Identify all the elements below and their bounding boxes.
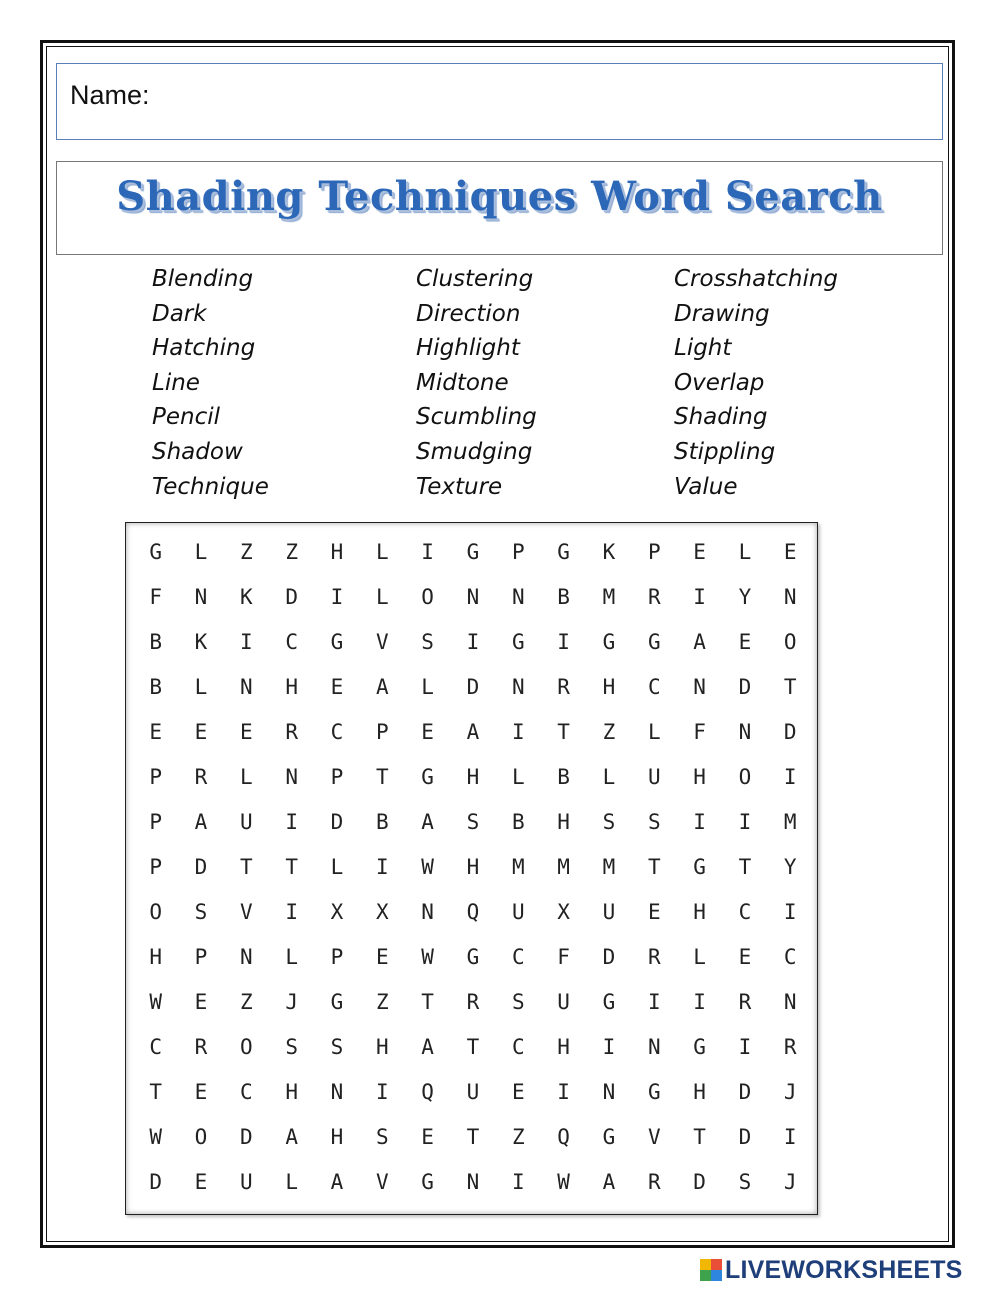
- grid-letter[interactable]: P: [330, 945, 344, 969]
- word-list-item: Hatching: [152, 335, 256, 362]
- grid-letter[interactable]: K: [239, 585, 253, 609]
- grid-letter[interactable]: Z: [375, 990, 389, 1014]
- grid-letter[interactable]: P: [511, 540, 525, 564]
- word-list-item: Drawing: [674, 300, 770, 327]
- grid-letter[interactable]: B: [557, 585, 570, 609]
- grid-letter[interactable]: D: [738, 1080, 752, 1104]
- grid-letter[interactable]: U: [511, 900, 525, 924]
- grid-row: [133, 710, 813, 755]
- word-list-item: Pencil: [152, 404, 221, 431]
- grid-letter[interactable]: X: [375, 900, 389, 924]
- grid-letter[interactable]: L: [693, 945, 706, 969]
- grid-letter[interactable]: U: [239, 810, 253, 834]
- grid-letter[interactable]: N: [239, 675, 253, 699]
- grid-letter[interactable]: S: [647, 810, 661, 834]
- word-list-item: Technique: [152, 473, 269, 500]
- word-list-column-1: [152, 262, 269, 504]
- grid-letter[interactable]: C: [783, 945, 797, 969]
- grid-letter[interactable]: H: [557, 810, 570, 834]
- grid-letter[interactable]: A: [330, 1170, 344, 1194]
- grid-letter[interactable]: G: [511, 630, 525, 654]
- grid-letter[interactable]: I: [285, 810, 298, 834]
- grid-letter[interactable]: R: [466, 990, 480, 1014]
- word-list-item: Smudging: [416, 438, 533, 465]
- grid-letter[interactable]: R: [194, 765, 208, 789]
- grid-letter[interactable]: H: [693, 1080, 706, 1104]
- grid-letter[interactable]: S: [602, 810, 616, 834]
- grid-letter[interactable]: X: [557, 900, 570, 924]
- grid-letter[interactable]: I: [375, 855, 389, 879]
- grid-letter[interactable]: G: [602, 630, 616, 654]
- grid-letter[interactable]: B: [557, 765, 570, 789]
- grid-letter[interactable]: H: [285, 675, 298, 699]
- grid-row: [133, 755, 813, 800]
- grid-letter[interactable]: T: [783, 675, 797, 699]
- grid-letter[interactable]: H: [330, 540, 344, 564]
- grid-letter[interactable]: E: [693, 540, 706, 564]
- grid-letter[interactable]: W: [421, 855, 434, 879]
- grid-letter[interactable]: D: [239, 1125, 253, 1149]
- grid-letter[interactable]: C: [239, 1080, 253, 1104]
- grid-letter[interactable]: L: [647, 720, 661, 744]
- grid-letter[interactable]: O: [421, 585, 434, 609]
- grid-letter[interactable]: I: [783, 1125, 797, 1149]
- grid-letter[interactable]: R: [647, 945, 661, 969]
- grid-letter[interactable]: H: [466, 855, 480, 879]
- word-list-item: Scumbling: [416, 404, 537, 431]
- grid-letter[interactable]: W: [149, 990, 162, 1014]
- grid-letter[interactable]: E: [149, 720, 162, 744]
- grid-letter[interactable]: N: [194, 585, 208, 609]
- grid-letter[interactable]: A: [194, 810, 208, 834]
- grid-letter[interactable]: N: [511, 585, 525, 609]
- logo-square-2: [711, 1259, 722, 1270]
- grid-letter[interactable]: G: [602, 990, 616, 1014]
- grid-letter[interactable]: A: [466, 720, 480, 744]
- grid-letter[interactable]: E: [194, 720, 208, 744]
- grid-letter[interactable]: S: [421, 630, 434, 654]
- grid-letter[interactable]: E: [647, 900, 661, 924]
- grid-letter[interactable]: N: [783, 990, 797, 1014]
- grid-letter[interactable]: L: [285, 1170, 298, 1194]
- grid-letter[interactable]: L: [602, 765, 616, 789]
- grid-letter[interactable]: C: [738, 900, 752, 924]
- grid-letter[interactable]: I: [466, 630, 480, 654]
- grid-letter[interactable]: N: [738, 720, 752, 744]
- grid-letter[interactable]: G: [466, 945, 480, 969]
- grid-letter[interactable]: A: [421, 810, 434, 834]
- grid-row: [133, 935, 813, 980]
- grid-letter[interactable]: I: [693, 810, 706, 834]
- grid-letter[interactable]: I: [421, 540, 434, 564]
- word-list-item: Shading: [674, 404, 768, 431]
- grid-letter[interactable]: S: [511, 990, 525, 1014]
- grid-letter[interactable]: I: [285, 900, 298, 924]
- grid-letter[interactable]: G: [647, 630, 661, 654]
- grid-letter[interactable]: Y: [738, 585, 752, 609]
- grid-letter[interactable]: Y: [783, 855, 797, 879]
- liveworksheets-brand: [700, 1256, 963, 1284]
- grid-letter[interactable]: D: [693, 1170, 706, 1194]
- grid-letter[interactable]: L: [194, 540, 208, 564]
- grid-letter[interactable]: L: [239, 765, 253, 789]
- grid-letter[interactable]: S: [194, 900, 208, 924]
- grid-letter[interactable]: X: [330, 900, 344, 924]
- grid-letter[interactable]: G: [647, 1080, 661, 1104]
- grid-letter[interactable]: G: [330, 990, 344, 1014]
- grid-letter[interactable]: Q: [466, 900, 480, 924]
- grid-letter[interactable]: Z: [511, 1125, 525, 1149]
- grid-letter[interactable]: R: [783, 1035, 797, 1059]
- grid-letter[interactable]: N: [285, 765, 298, 789]
- grid-letter[interactable]: M: [602, 585, 616, 609]
- grid-letter[interactable]: D: [149, 1170, 162, 1194]
- grid-letter[interactable]: E: [511, 1080, 525, 1104]
- grid-letter[interactable]: I: [239, 630, 253, 654]
- name-label: Name:: [70, 80, 150, 110]
- grid-letter[interactable]: O: [194, 1125, 208, 1149]
- grid-letter[interactable]: T: [693, 1125, 706, 1149]
- word-list-item: Value: [674, 473, 738, 500]
- logo-square-4: [711, 1270, 722, 1281]
- grid-letter[interactable]: R: [738, 990, 752, 1014]
- grid-letter[interactable]: Q: [557, 1125, 570, 1149]
- grid-letter[interactable]: O: [239, 1035, 253, 1059]
- grid-letter[interactable]: I: [330, 585, 344, 609]
- grid-letter[interactable]: B: [511, 810, 525, 834]
- grid-letter[interactable]: N: [511, 675, 525, 699]
- grid-letter[interactable]: I: [511, 720, 525, 744]
- grid-letter[interactable]: H: [557, 1035, 570, 1059]
- grid-letter[interactable]: I: [738, 1035, 752, 1059]
- word-list-item: Shadow: [152, 438, 243, 465]
- grid-letter[interactable]: L: [330, 855, 344, 879]
- grid-letter[interactable]: U: [557, 990, 570, 1014]
- grid-letter[interactable]: A: [375, 675, 389, 699]
- word-list-item: Blending: [152, 266, 254, 292]
- grid-letter[interactable]: L: [421, 675, 434, 699]
- grid-letter[interactable]: I: [783, 765, 797, 789]
- name-field[interactable]: [56, 63, 943, 140]
- grid-letter[interactable]: E: [330, 675, 344, 699]
- grid-letter[interactable]: L: [375, 540, 389, 564]
- grid-letter[interactable]: N: [693, 675, 706, 699]
- grid-letter[interactable]: M: [511, 855, 525, 879]
- grid-letter[interactable]: L: [375, 585, 389, 609]
- grid-row: [133, 665, 813, 710]
- grid-letter[interactable]: E: [738, 630, 752, 654]
- grid-letter[interactable]: C: [330, 720, 344, 744]
- grid-letter[interactable]: T: [647, 855, 661, 879]
- grid-letter[interactable]: N: [783, 585, 797, 609]
- grid-letter[interactable]: T: [375, 765, 389, 789]
- liveworksheets-logo-icon: [700, 1259, 722, 1281]
- grid-letter[interactable]: R: [557, 675, 570, 699]
- word-list-item: Clustering: [416, 266, 534, 292]
- grid-letter[interactable]: P: [330, 765, 344, 789]
- grid-letter[interactable]: P: [149, 810, 162, 834]
- grid-letter[interactable]: T: [239, 855, 253, 879]
- grid-letter[interactable]: Z: [239, 990, 253, 1014]
- grid-letter[interactable]: V: [375, 1170, 389, 1194]
- grid-letter[interactable]: P: [149, 765, 162, 789]
- grid-letter[interactable]: N: [647, 1035, 661, 1059]
- grid-row: [133, 1160, 813, 1205]
- grid-letter[interactable]: S: [375, 1125, 389, 1149]
- word-list-column-3: [674, 262, 838, 504]
- grid-letter[interactable]: V: [375, 630, 389, 654]
- grid-letter[interactable]: A: [693, 630, 706, 654]
- grid-letter[interactable]: G: [466, 540, 480, 564]
- grid-letter[interactable]: J: [285, 990, 298, 1014]
- grid-letter[interactable]: V: [647, 1125, 661, 1149]
- grid-letter[interactable]: W: [421, 945, 434, 969]
- grid-letter[interactable]: N: [330, 1080, 344, 1104]
- grid-letter[interactable]: V: [239, 900, 253, 924]
- grid-letter[interactable]: U: [466, 1080, 480, 1104]
- grid-letter[interactable]: E: [421, 1125, 434, 1149]
- grid-letter[interactable]: P: [194, 945, 208, 969]
- grid-letter[interactable]: L: [511, 765, 525, 789]
- grid-letter[interactable]: I: [693, 585, 706, 609]
- grid-letter[interactable]: H: [285, 1080, 298, 1104]
- grid-letter[interactable]: G: [693, 855, 706, 879]
- logo-square-3: [700, 1270, 711, 1281]
- word-list-item: Dark: [152, 300, 207, 327]
- grid-letter[interactable]: S: [738, 1170, 752, 1194]
- grid-letter[interactable]: O: [738, 765, 752, 789]
- grid-letter[interactable]: T: [557, 720, 570, 744]
- grid-letter[interactable]: E: [194, 990, 208, 1014]
- grid-letter[interactable]: L: [285, 945, 298, 969]
- grid-letter[interactable]: N: [421, 900, 434, 924]
- grid-letter[interactable]: G: [557, 540, 570, 564]
- grid-letter[interactable]: R: [647, 585, 661, 609]
- grid-row: [133, 1025, 813, 1070]
- grid-letter[interactable]: I: [557, 1080, 570, 1104]
- grid-letter[interactable]: E: [738, 945, 752, 969]
- grid-letter[interactable]: F: [693, 720, 706, 744]
- grid-letter[interactable]: C: [647, 675, 661, 699]
- grid-letter[interactable]: N: [239, 945, 253, 969]
- grid-letter[interactable]: D: [330, 810, 344, 834]
- grid-letter[interactable]: E: [375, 945, 389, 969]
- grid-row: [133, 800, 813, 845]
- grid-letter[interactable]: S: [466, 810, 480, 834]
- grid-letter[interactable]: U: [239, 1170, 253, 1194]
- grid-letter[interactable]: D: [285, 585, 298, 609]
- grid-letter[interactable]: H: [693, 765, 706, 789]
- grid-letter[interactable]: P: [647, 540, 661, 564]
- title-banner: [56, 161, 943, 255]
- grid-letter[interactable]: I: [738, 810, 752, 834]
- grid-letter[interactable]: E: [783, 540, 797, 564]
- grid-letter[interactable]: F: [557, 945, 570, 969]
- grid-row: [133, 1070, 813, 1115]
- grid-letter[interactable]: H: [466, 765, 480, 789]
- grid-letter[interactable]: H: [375, 1035, 389, 1059]
- grid-letter[interactable]: W: [149, 1125, 162, 1149]
- grid-letter[interactable]: C: [285, 630, 298, 654]
- word-list-item: Highlight: [416, 335, 520, 362]
- grid-letter[interactable]: P: [375, 720, 389, 744]
- grid-letter[interactable]: E: [421, 720, 434, 744]
- grid-letter[interactable]: L: [738, 540, 752, 564]
- page-title: Shading Techniques Word Search: [116, 173, 883, 220]
- grid-letter[interactable]: O: [783, 630, 797, 654]
- word-list-column-2: [416, 262, 537, 504]
- grid-letter[interactable]: T: [421, 990, 434, 1014]
- grid-letter[interactable]: T: [466, 1035, 480, 1059]
- grid-letter[interactable]: H: [330, 1125, 344, 1149]
- word-list-item: Overlap: [674, 369, 765, 396]
- grid-letter[interactable]: N: [466, 585, 480, 609]
- grid-letter[interactable]: G: [330, 630, 344, 654]
- grid-letter[interactable]: M: [783, 810, 797, 834]
- logo-square-1: [700, 1259, 711, 1270]
- grid-letter[interactable]: I: [511, 1170, 525, 1194]
- grid-letter[interactable]: H: [149, 945, 162, 969]
- grid-letter[interactable]: I: [693, 990, 706, 1014]
- word-list-item: Texture: [416, 473, 503, 500]
- grid-letter[interactable]: F: [149, 585, 162, 609]
- grid-letter[interactable]: K: [602, 540, 616, 564]
- grid-letter[interactable]: L: [194, 675, 208, 699]
- word-list-item: Line: [152, 369, 200, 396]
- grid-letter[interactable]: C: [149, 1035, 162, 1059]
- grid-letter[interactable]: P: [149, 855, 162, 879]
- grid-letter[interactable]: U: [602, 900, 616, 924]
- grid-row: [133, 575, 813, 620]
- grid-letter[interactable]: W: [557, 1170, 570, 1194]
- grid-letter[interactable]: G: [421, 1170, 434, 1194]
- word-list-item: Midtone: [416, 369, 509, 396]
- grid-letter[interactable]: O: [149, 900, 162, 924]
- grid-letter[interactable]: G: [693, 1035, 706, 1059]
- grid-letter[interactable]: G: [149, 540, 162, 564]
- grid-letter[interactable]: G: [602, 1125, 616, 1149]
- grid-letter[interactable]: R: [285, 720, 298, 744]
- grid-letter[interactable]: D: [738, 675, 752, 699]
- grid-letter[interactable]: D: [466, 675, 480, 699]
- grid-letter[interactable]: Z: [239, 540, 253, 564]
- grid-letter[interactable]: E: [194, 1080, 208, 1104]
- grid-letter[interactable]: Q: [421, 1080, 434, 1104]
- grid-letter[interactable]: D: [738, 1125, 752, 1149]
- brand-text: LIVEWORKSHEETS: [725, 1255, 963, 1284]
- grid-letter[interactable]: R: [194, 1035, 208, 1059]
- grid-letter[interactable]: J: [783, 1170, 797, 1194]
- grid-letter[interactable]: M: [602, 855, 616, 879]
- grid-letter[interactable]: N: [602, 1080, 616, 1104]
- word-list-item: Light: [674, 335, 732, 362]
- grid-row: [133, 530, 813, 575]
- grid-letter[interactable]: N: [466, 1170, 480, 1194]
- grid-row: [133, 620, 813, 665]
- grid-letter[interactable]: E: [239, 720, 253, 744]
- grid-letter[interactable]: I: [557, 630, 570, 654]
- grid-letter[interactable]: I: [375, 1080, 389, 1104]
- grid-letter[interactable]: S: [330, 1035, 344, 1059]
- grid-letter[interactable]: A: [421, 1035, 434, 1059]
- grid-letter[interactable]: T: [738, 855, 752, 879]
- grid-letter[interactable]: J: [783, 1080, 797, 1104]
- grid-letter[interactable]: M: [557, 855, 570, 879]
- grid-row: [133, 980, 813, 1025]
- grid-letter[interactable]: I: [783, 900, 797, 924]
- grid-letter[interactable]: T: [149, 1080, 162, 1104]
- grid-letter[interactable]: G: [421, 765, 434, 789]
- grid-letter[interactable]: R: [647, 1170, 661, 1194]
- grid-letter[interactable]: E: [194, 1170, 208, 1194]
- grid-letter[interactable]: D: [783, 720, 797, 744]
- grid-letter[interactable]: A: [285, 1125, 298, 1149]
- grid-letter[interactable]: B: [149, 630, 162, 654]
- grid-letter[interactable]: A: [602, 1170, 616, 1194]
- grid-letter[interactable]: T: [285, 855, 298, 879]
- grid-letter[interactable]: C: [511, 1035, 525, 1059]
- word-list-item: Stippling: [674, 438, 776, 465]
- grid-letter[interactable]: U: [647, 765, 661, 789]
- grid-letter[interactable]: H: [693, 900, 706, 924]
- grid-letter[interactable]: I: [602, 1035, 616, 1059]
- grid-letter[interactable]: B: [375, 810, 389, 834]
- grid-letter[interactable]: D: [194, 855, 208, 879]
- grid-row: [133, 1115, 813, 1160]
- word-list-item: Crosshatching: [674, 266, 839, 292]
- grid-row: [133, 890, 813, 935]
- word-list-item: Direction: [416, 300, 521, 327]
- grid-letter[interactable]: C: [511, 945, 525, 969]
- grid-letter[interactable]: H: [602, 675, 616, 699]
- grid-letter[interactable]: Z: [602, 720, 616, 744]
- grid-letter[interactable]: T: [466, 1125, 480, 1149]
- grid-letter[interactable]: I: [647, 990, 661, 1014]
- grid-letter[interactable]: K: [194, 630, 208, 654]
- grid-letter[interactable]: S: [285, 1035, 298, 1059]
- grid-letter[interactable]: D: [602, 945, 616, 969]
- grid-letter[interactable]: Z: [285, 540, 298, 564]
- grid-row: [133, 845, 813, 890]
- grid-letter[interactable]: B: [149, 675, 162, 699]
